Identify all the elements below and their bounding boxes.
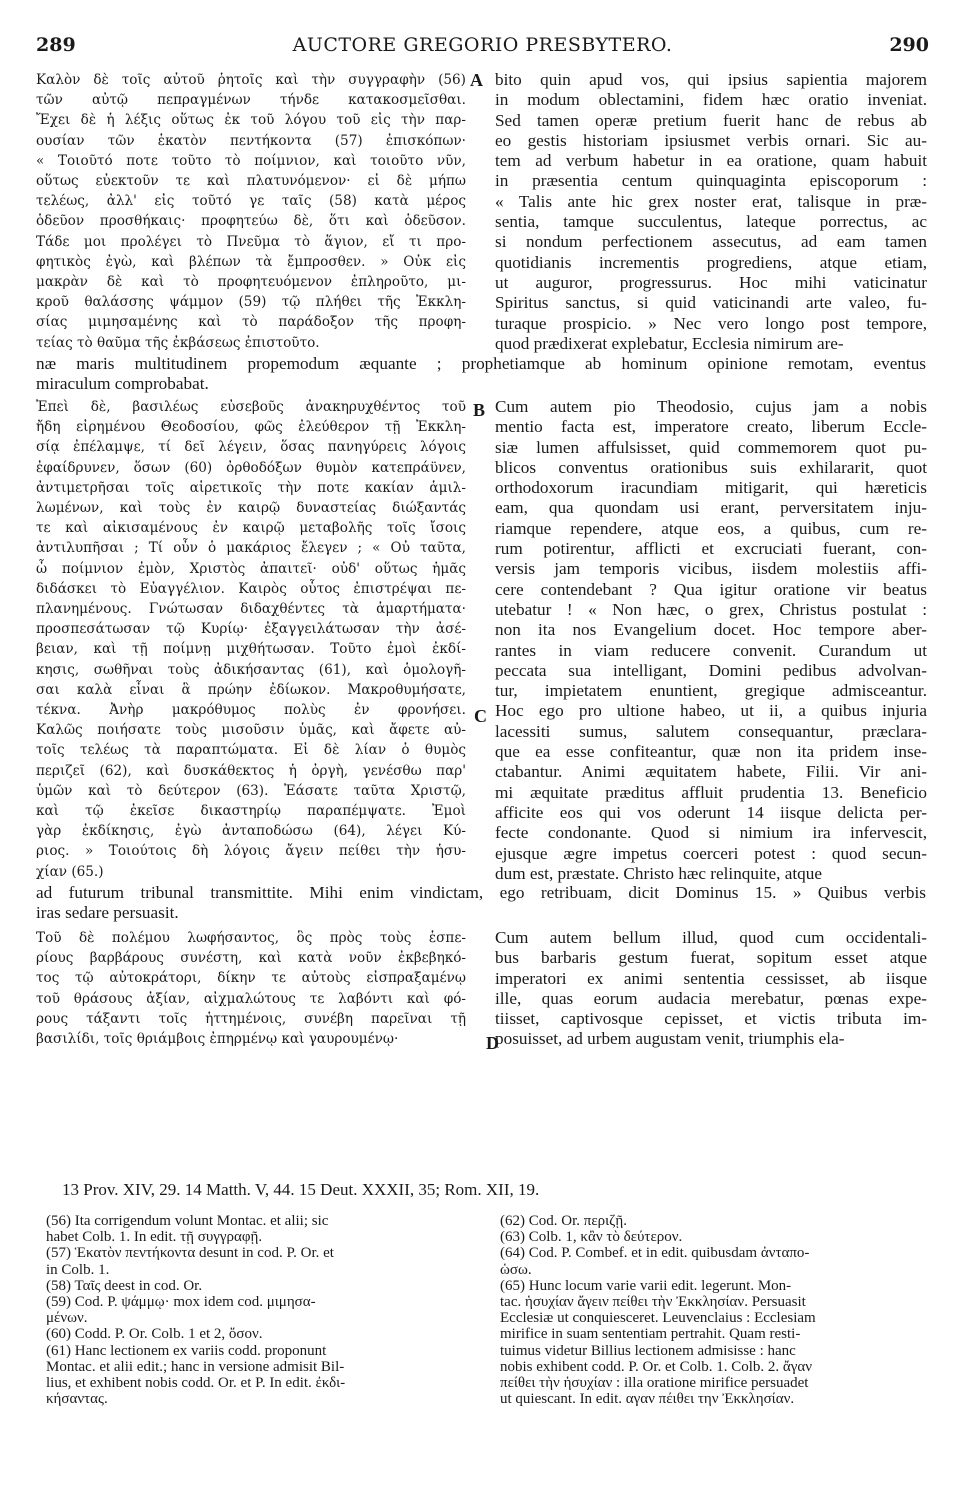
greek-column-1 — [36, 70, 466, 353]
text-line: rantes in viam reducere convenit. Curandum ut — [495, 640, 927, 660]
text-line: cere contendebant ? Qua igitur oratione vir beatus — [495, 579, 927, 599]
text-line: ουσίαν τῶν ἑκατὸν πεντήκοντα (57) ἐπισκόπων· — [36, 132, 466, 149]
text-line: σίᾳ ἐπέλαμψε, τί δεῖ λέγειν, ὅσας πανηγύρεις λόγοις — [36, 439, 466, 456]
text-line: (56) Ita corrigendum volunt Montac. et alii; sic — [46, 1213, 329, 1229]
text-line: τε καὶ αἰκισαμένους ἐν καιρῷ μεταβολῆς τοῖς ἴσοις — [36, 520, 466, 537]
text-line: (59) Cod. P. ψάμμῳ· mox idem cod. μιμησα- — [46, 1294, 316, 1311]
text-line: (64) Cod. P. Combef. et in edit. quibusdam ἀνταπο- — [500, 1245, 810, 1262]
text-line: κήσαντας. — [46, 1391, 108, 1408]
text-line: mirifice in suam sententiam pertrahit. Quam resti- — [500, 1326, 801, 1343]
text-line: turaque prospicio. » Nec vero longo post tempore, — [495, 313, 927, 333]
text-line: ὦ ποίμνιον ἐμὸν, Χριστὸς ἀπαιτεῖ· οὐδ' οὕτως ἡμᾶς — [36, 560, 466, 577]
scripture-references: 13 Prov. XIV, 29. 14 Matth. V, 44. 15 Deut. XXXII, 35; Rom. XII, 19. — [62, 1180, 540, 1199]
text-line: ρίους βαρβάρους συνέστη, καὶ κατὰ νοῦν ἐκβεβηκό- — [36, 950, 466, 967]
text-line: Ἐπεὶ δὲ, βασιλέως εὐσεβοῦς ἀνακηρυχθέντος τοῦ — [36, 399, 466, 415]
text-line: « Τοιοῦτό ποτε τοῦτο τὸ ποίμνιον, καὶ τοιοῦτο νῦν, — [36, 152, 466, 169]
text-line: bus barbaris gestum fuerat, sopitum esset atque — [495, 948, 927, 968]
latin-column-1 — [495, 70, 927, 354]
text-line: τείας τὸ θαῦμα τῆς ἐκβάσεως ἐπιστοῦτο. — [36, 334, 320, 351]
text-line: tiisset, captivosque cepisset, et victis tributa im- — [495, 1009, 927, 1029]
text-line: fecte condonante. Quod si nimium ira infervescit, — [495, 823, 927, 843]
text-line: (60) Codd. P. Or. Colb. 1 et 2, ὅσον. — [46, 1326, 263, 1343]
text-line: næ maris multitudinem propemodum æquante ; prophetiamque ab hominum opinione remotam, eventus — [36, 354, 926, 373]
text-line: σίας μιμησαμένης καὶ τὸ παράδοξον τῆς προφη- — [36, 314, 466, 331]
text-line: Τοῦ δὲ πολέμου λωφήσαντος, ὃς πρὸς τοὺς ἑσπε- — [36, 930, 466, 946]
text-line: μακρὰν δὲ καὶ τὸ προφητευόμενον ἐπληροῦτο, μι- — [36, 274, 466, 291]
text-line: tac. ἡσυχίαν ἄγειν πείθει τὴν Ἐκκλησίαν. Persuasit — [500, 1294, 806, 1311]
text-line: προσπεσάτωσαν τῷ Κυρίῳ· ἐξαγγειλάτωσαν τὴν ἀσέ- — [36, 621, 466, 638]
text-line: ad futurum tribunal transmittite. Mihi enim vindictam, ego retribuam, dicit Dominus 15. » Quibus verbis — [36, 883, 926, 902]
text-line: iras sedare persuasit. — [36, 903, 179, 923]
text-line: mi æquitate præditus affluit prudentia 13. Beneficio — [495, 782, 927, 802]
text-line: eo gestis historiam ipsiusmet verbis ornari. Sic au- — [495, 130, 927, 150]
text-line: Hoc ego pro ultione habeo, ut ii, a quibus injuria — [495, 701, 927, 721]
text-line: διδάσκει τὸ Εὐαγγέλιον. Καιρὸς οὗτος ἐπιστρέψαι πε- — [36, 580, 466, 597]
text-line: tem ad verbum habetur in ea oratione, quam habuit — [495, 151, 927, 171]
page-number-right: 290 — [889, 34, 929, 56]
full-width-text-2 — [36, 883, 926, 924]
text-line: in modum oblectamini, fidem hæc oratio inveniat. — [495, 90, 927, 110]
text-line: (57) Ἑκατὸν πεντήκοντα desunt in cod. P. Or. et — [46, 1245, 334, 1262]
page-header — [36, 34, 929, 58]
text-line: non ita nos Evangelium docet. Hoc tempore aber- — [495, 620, 927, 640]
text-line: σαι καλὰ εἶναι ἃ πρώην ἐδίωκον. Μακροθυμήσατε, — [36, 681, 466, 698]
text-line: φητικὸς ἐγὼ, καὶ βλέπων τὰ ἔμπροσθεν. » Οὐκ εἰς — [36, 253, 466, 270]
latin-column-3 — [495, 928, 927, 1050]
text-line: Sed tamen operæ pretium fuerit hanc de rebus ab — [495, 110, 927, 130]
text-line: (63) Colb. 1, κἂν τὸ δεύτερον. — [500, 1229, 683, 1246]
text-line: τος τῷ αὐτοκράτορι, δίκην τε αὐτοὺς εἰσπραξαμένῳ — [36, 970, 466, 987]
text-line: nobis exhibent codd. P. Or. et Colb. 1. Colb. 2. ἄγαν — [500, 1358, 813, 1375]
text-line: Ecclesiæ ut conquiesceret. Leuvenclaius : Ecclesiam — [500, 1310, 816, 1327]
text-line: utebatur ! « Non hæc, o grex, Christus postulat : — [495, 599, 927, 619]
text-line: lacessiti sumus, salutem consequantur, præclara- — [495, 721, 927, 741]
text-line: πλανημένους. Γνώτωσαν διδαχθέντες τὰ ἁμαρτήματα· — [36, 601, 466, 618]
text-line: si nondum perfectionem assecutus, ad eam tamen — [495, 232, 927, 252]
text-line: χίαν (65.) — [36, 863, 104, 880]
text-line: ut quiescant. In edit. αγαν πέιθει την Ἐκκλησίαν. — [500, 1391, 795, 1408]
text-line: ἀντιλυπῆσαι ; Τί οὖν ὁ μακάριος ἔλεγεν ; « Οὐ ταῦτα, — [36, 540, 466, 557]
text-line: « Talis ante hic grex noster erat, talisque in præ- — [495, 191, 927, 211]
text-line: ἀντιμετρῆσαι τοῖς αἱρετικοῖς τὴν ποτε κακίαν ἁμιλ- — [36, 479, 466, 496]
text-line: que ea esse confiteantur, quæ non ita pridem inse- — [495, 742, 927, 762]
text-line: mentio facta est, imperatore creato, liberum Eccle- — [495, 417, 927, 437]
text-line: riamque rependere, atque eos, a quibus, cum re- — [495, 518, 927, 538]
text-line: eam, qua quondam usi erant, perversitatem inju- — [495, 498, 927, 518]
text-line: in Colb. 1. — [46, 1261, 110, 1278]
text-line: ὡσω. — [500, 1261, 532, 1278]
text-line: ἐφαίδρυνεν, ὅσων (60) ὀρθοδόξων θυμὸν κατεπράϋνεν, — [36, 459, 466, 476]
text-line: ριος. » Τοιούτοις δὴ λόγοις ἄγειν πείθει τὴν ἡσυ- — [36, 843, 466, 860]
text-line: quotidianis incrementis progrediens, atque etiam, — [495, 252, 927, 272]
text-line: Τάδε μοι προλέγει τὸ Πνεῦμα τὸ ἅγιον, εἴ τι προ- — [36, 233, 466, 250]
text-line: τοῦ θράσους ἀξίαν, αἰχμαλώτους τε λαβόντι καὶ φό- — [36, 990, 466, 1007]
text-line: λωμένων, καὶ τοὺς ἐν καιρῷ δυναστείας διώξαντάς — [36, 500, 466, 517]
text-line: καὶ τῷ ἐκεῖσε δικαστηρίῳ παραπέμψατε. Ἐμοὶ — [36, 803, 466, 820]
page-number-left: 289 — [36, 34, 76, 56]
text-line: (65) Hunc locum varie varii edit. legerunt. Mon- — [500, 1277, 792, 1294]
text-line: versis jam temporis vicibus, iisdem molestiis affi- — [495, 559, 927, 579]
text-line: κησις, σωθῆναι τοὺς ἀδικήσαντας (61), καὶ ὁμολογῆ- — [36, 661, 466, 678]
text-line: siæ lumen affulsisset, quid commemorem quot pu- — [495, 437, 927, 457]
text-line: πείθει τὴν ἡσυχίαν : illa oratione mirifice persuadet — [500, 1375, 809, 1392]
text-line: ctabantur. Animi æquitatem habete, Filii. Vir ani- — [495, 762, 927, 782]
text-line: ut auguror, progressurus. Hoc mihi vaticinatur — [495, 272, 927, 292]
text-line: γὰρ ἐκδίκησις, ἐγὼ ἀνταποδώσω (64), λέγει Κύ- — [36, 823, 466, 840]
text-line: lius, et exhibent nobis codd. Or. et P. In edit. ἐκδι- — [46, 1375, 346, 1392]
margin-marker-a: A — [470, 70, 483, 90]
text-line: Cum autem bellum illud, quod cum occidentali- — [495, 928, 927, 947]
text-line: Spiritus sanctus, si quid vaticinandi arte valeo, fu- — [495, 293, 927, 313]
text-line: tuimus videtur Billius lectionem admisisse : hanc — [500, 1342, 796, 1359]
text-line: Ἔχει δὲ ἡ λέξις οὕτως ἐκ τοῦ λόγου τοῦ εἰς τὴν παρ- — [36, 112, 466, 129]
text-line: βειαν, καὶ τῇ ποίμνῃ μιχθήτωσαν. Τοῦτο ἐμοὶ ἐκδί- — [36, 641, 466, 658]
text-line: ρους τάξαντι τοῖς ἡττημένοις, συνέβη παρεῖναι τῇ — [36, 1010, 466, 1027]
notes-left — [46, 1213, 466, 1407]
text-line: (62) Cod. Or. περιζῇ. — [500, 1213, 627, 1229]
full-width-text-1 — [36, 354, 926, 395]
latin-column-2 — [495, 397, 927, 884]
text-line: afficite eos qui vos oderunt 14 iisque delicta per- — [495, 802, 927, 822]
notes-right — [500, 1213, 928, 1407]
text-line: τῶν αὐτῷ πεπραγμένων τήνδε κατακοσμεῖσθαι. — [36, 92, 466, 109]
text-line: imperatori ex animi sententia cessisset, ab iisque — [495, 968, 927, 988]
text-line: dum est, præstate. Christo hæc relinquite, atque — [495, 863, 822, 883]
text-line: κροῦ θαλάσσης ψάμμον (59) τῷ πλήθει τῆς Ἐκκλη- — [36, 294, 466, 311]
running-title: AUCTORE GREGORIO PRESBYTERO. — [292, 34, 673, 56]
text-line: blicos conventus orationibus suis exhilararit, quot — [495, 457, 927, 477]
text-line: miraculum comprobabat. — [36, 374, 209, 394]
text-line: (58) Ταῖς deest in cod. Or. — [46, 1277, 203, 1294]
text-line: ὑμῶν καὶ τὸ δεύτερον (63). Ἐάσατε ταῦτα Χριστῷ, — [36, 782, 466, 799]
text-line: Καλῶς ποιήσατε τοὺς μισοῦσιν ὑμᾶς, καὶ ἄφετε αὐ- — [36, 722, 466, 739]
margin-marker-b: B — [473, 400, 486, 420]
text-line: orthodoxorum iracundiam mitigarit, qui hæreticis — [495, 478, 927, 498]
text-line: quod prædixerat explebatur, Ecclesia nimirum are- — [495, 333, 844, 353]
text-line: τέκνα. Ἀνὴρ μακρόθυμος πολὺς ἐν φρονήσει. — [36, 702, 466, 719]
text-line: ille, quas eorum audacia merebatur, pœnas expe- — [495, 988, 927, 1008]
text-line: ἤδη εἰρημένου Θεοδοσίου, φῶς ἐλεύθερον τῇ Ἐκκλη- — [36, 419, 466, 436]
text-line: posuisset, ad urbem augustam venit, triumphis ela- — [495, 1029, 845, 1049]
text-line: τελέως, ἀλλ' εἰς τοῦτό γε ταῖς (58) κατὰ μέρος — [36, 193, 466, 210]
text-line: sentia, tamque succulentus, lateque porrectus, ac — [495, 212, 927, 232]
text-line: ὁδεῦον προσθήκαις· προφητεύω δὲ, ὅτι καὶ ὁδεῦσον. — [36, 213, 466, 230]
text-line: ejusque ægre impetus coerceri potest : quod secun- — [495, 843, 927, 863]
text-line: in præsentia centum quinquaginta episcoporum : — [495, 171, 927, 191]
text-line: μένων. — [46, 1310, 88, 1327]
text-line: περιζεῖ (62), καὶ δυσκάθεκτος ἡ ὀργὴ, γενέσθω παρ' — [36, 762, 466, 779]
text-line: rum potirentur, afflicti et excruciati fuerant, con- — [495, 539, 927, 559]
text-line: (61) Hanc lectionem ex variis codd. proponunt — [46, 1342, 327, 1359]
text-line: τοῖς τελέως τὰ παραπτώματα. Εἰ δὲ λίαν ὁ θυμὸς — [36, 742, 466, 759]
text-line: Montac. et alii edit.; hanc in versione admisit Bil- — [46, 1358, 345, 1375]
text-line: peccata sua intelligant, Domini pedibus advolvan- — [495, 660, 927, 680]
text-line: bito quin apud vos, qui ipsius sapientia majorem — [495, 70, 927, 89]
text-line: Cum autem pio Theodosio, cujus jam a nobis — [495, 397, 927, 416]
text-line: tur, impietatem enuntient, gregique admisceantur. — [495, 681, 927, 701]
margin-marker-d: D — [486, 1033, 499, 1053]
margin-marker-c: C — [474, 706, 487, 726]
text-line: βασιλίδι, τοῖς θριάμβοις ἐπηρμένῳ καὶ γαυρουμένῳ· — [36, 1031, 399, 1048]
text-line: Καλὸν δὲ τοῖς αὐτοῦ ῥητοῖς καὶ τὴν συγγραφὴν (56) — [36, 72, 466, 88]
greek-column-2 — [36, 397, 466, 882]
text-line: οὕτως εὐεκτοῦν τε καὶ πλατυνόμενον· εἰ δὲ μήπω — [36, 173, 466, 190]
greek-column-3 — [36, 928, 466, 1049]
text-line: habet Colb. 1. In edit. τῇ συγγραφῇ. — [46, 1229, 263, 1246]
